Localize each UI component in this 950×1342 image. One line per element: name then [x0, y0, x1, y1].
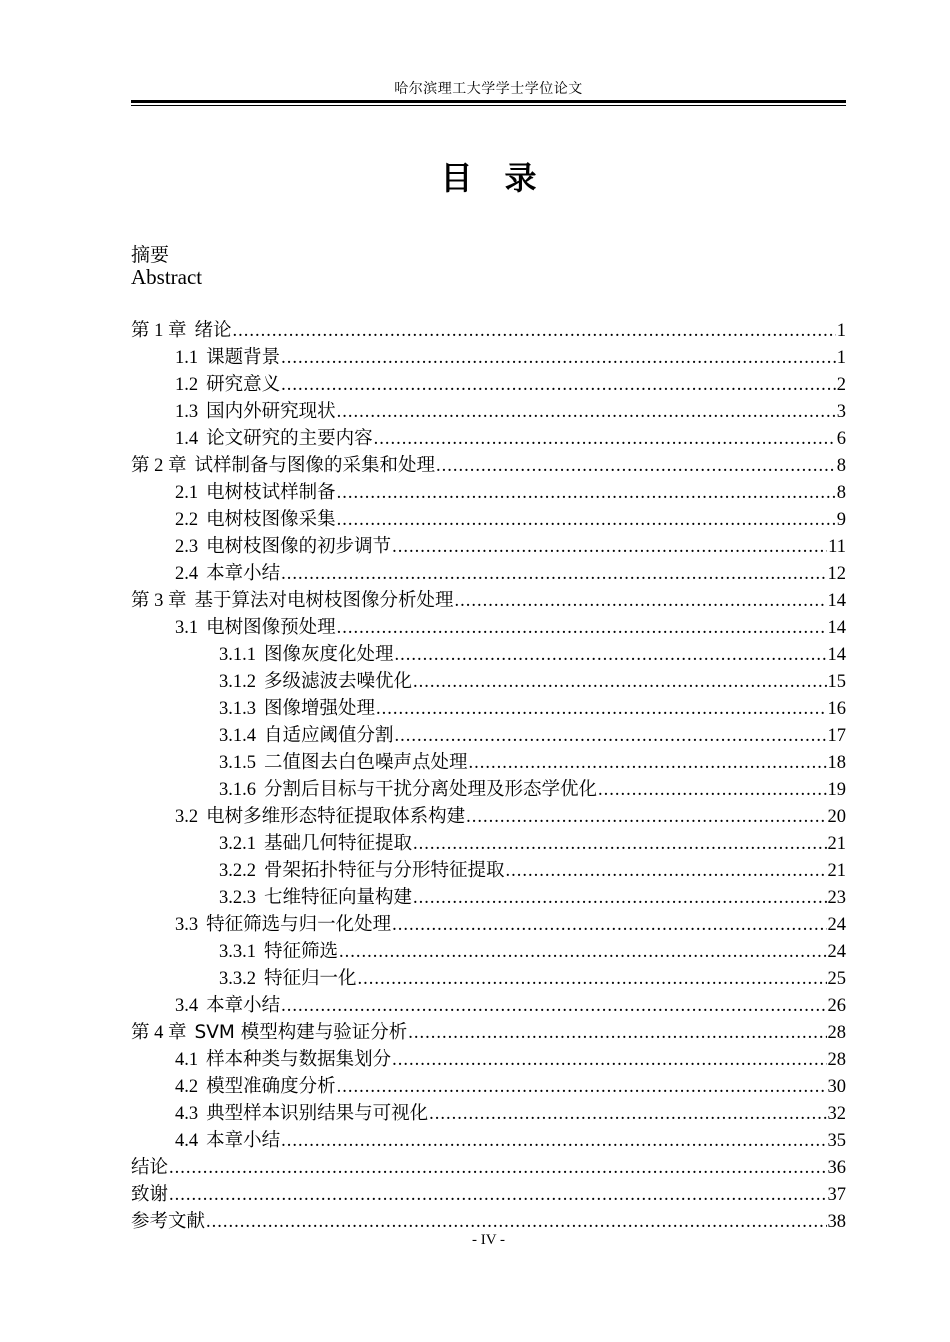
toc-dot-leader	[392, 912, 826, 939]
toc-dot-leader	[469, 750, 827, 777]
toc-dot-leader	[506, 858, 827, 885]
toc-dot-leader	[169, 1155, 826, 1182]
toc-dot-leader	[466, 804, 826, 831]
toc-entry[interactable]	[131, 1100, 846, 1127]
toc-entry-title: SVM 模型构建与验证分析	[194, 1022, 408, 1043]
toc-entry[interactable]	[131, 344, 846, 371]
toc-entry-number: 3.4	[175, 996, 199, 1016]
toc-entry-title: 本章小结	[206, 1130, 281, 1151]
toc-entry-page: 24	[827, 942, 846, 962]
toc-entry-page: 28	[827, 1023, 846, 1043]
toc-entry-title: 样本种类与数据集划分	[206, 1049, 392, 1070]
toc-dot-leader	[358, 966, 827, 993]
toc-dot-leader	[408, 1020, 826, 1047]
toc-entry[interactable]	[131, 1127, 846, 1154]
toc-entry-page: 24	[827, 915, 846, 935]
toc-entry-number: 3.3.1	[219, 942, 256, 962]
toc-entry[interactable]	[131, 452, 846, 479]
toc-entry-number: 3.1.5	[219, 753, 256, 773]
toc-entry-title: 七维特征向量构建	[264, 887, 413, 908]
toc-entry-page: 3	[836, 402, 846, 422]
toc-entry-page: 37	[827, 1185, 846, 1205]
toc-entry-title: 二值图去白色噪声点处理	[264, 752, 468, 773]
toc-entry-number: 3.1.1	[219, 645, 256, 665]
toc-dot-leader	[337, 480, 836, 507]
toc-entry-number: 3.1.4	[219, 726, 256, 746]
toc-dot-leader	[337, 507, 836, 534]
toc-entry-title: 参考文献	[131, 1211, 206, 1232]
toc-entry-page: 12	[827, 564, 846, 584]
toc-entry[interactable]	[131, 884, 846, 911]
toc-entry[interactable]	[131, 803, 846, 830]
toc-entry-page: 14	[827, 591, 846, 611]
toc-entry[interactable]	[131, 911, 846, 938]
toc-dot-leader	[281, 561, 826, 588]
toc-entry[interactable]	[131, 1181, 846, 1208]
toc-entry-number: 3.3.2	[219, 969, 256, 989]
toc-abstract-cn: 摘要	[131, 244, 170, 266]
toc-entry-number: 3.1.3	[219, 699, 256, 719]
toc-entry-page: 14	[827, 618, 846, 638]
running-header: 哈尔滨理工大学学士学位论文	[394, 81, 583, 97]
toc-entry-page: 36	[827, 1158, 846, 1178]
toc-entry-title: 国内外研究现状	[206, 401, 336, 422]
toc-entry-page: 1	[836, 348, 846, 368]
toc-entry-page: 21	[827, 861, 846, 881]
toc-entry-title: 基础几何特征提取	[264, 833, 413, 854]
toc-dot-leader	[436, 453, 836, 480]
toc-dot-leader	[429, 1101, 826, 1128]
toc-entry[interactable]	[131, 695, 846, 722]
header-rule-thick	[131, 100, 846, 103]
toc-entry[interactable]	[131, 830, 846, 857]
toc-entry-number: 第 2 章	[131, 456, 187, 476]
toc-entry-title: 骨架拓扑特征与分形特征提取	[264, 860, 505, 881]
toc-entry[interactable]	[131, 533, 846, 560]
toc-entry-number: 第 1 章	[131, 321, 187, 341]
toc-entry-number: 2.2	[175, 510, 199, 530]
toc-dot-leader	[413, 831, 826, 858]
toc-entry-number: 3.2.3	[219, 888, 256, 908]
toc-entry-number: 第 3 章	[131, 591, 187, 611]
toc-entry-number: 3.2.1	[219, 834, 256, 854]
toc-entry[interactable]	[131, 398, 846, 425]
toc-dot-leader	[337, 615, 827, 642]
toc-entry-title: 分割后目标与干扰分离处理及形态学优化	[264, 779, 598, 800]
toc-dot-leader	[413, 885, 826, 912]
toc-dot-leader	[281, 993, 826, 1020]
toc-entry-number: 2.4	[175, 564, 199, 584]
toc-entry[interactable]	[131, 1154, 846, 1181]
toc-entry-title: 电树枝图像采集	[206, 509, 336, 530]
toc-dot-leader	[281, 1128, 826, 1155]
toc-dot-leader	[374, 426, 836, 453]
toc-entry[interactable]	[131, 857, 846, 884]
toc-entry[interactable]	[131, 992, 846, 1019]
toc-entry-title: 电树图像预处理	[206, 617, 336, 638]
toc-entry-number: 3.3	[175, 915, 199, 935]
toc-entry-page: 18	[827, 753, 846, 773]
toc-entry-number: 1.2	[175, 375, 199, 395]
toc-entry-title: 本章小结	[206, 563, 281, 584]
toc-dot-leader	[337, 1074, 827, 1101]
toc-entry[interactable]	[131, 1073, 846, 1100]
toc-dot-leader	[455, 588, 827, 615]
toc-entry-page: 25	[827, 969, 846, 989]
toc-entry-page: 14	[827, 645, 846, 665]
toc-entry-title: 研究意义	[206, 374, 281, 395]
toc-entry[interactable]	[131, 641, 846, 668]
toc-entry-number: 4.1	[175, 1050, 199, 1070]
toc-entry[interactable]	[131, 479, 846, 506]
toc-entry[interactable]	[131, 371, 846, 398]
toc-entry-page: 15	[827, 672, 846, 692]
toc-entry-page: 26	[827, 996, 846, 1016]
toc-entry[interactable]	[131, 722, 846, 749]
toc-entry-title: 结论	[131, 1157, 169, 1178]
toc-entry-title: 图像灰度化处理	[264, 644, 394, 665]
toc-dot-leader	[233, 318, 836, 345]
toc-entry[interactable]	[131, 965, 846, 992]
toc-abstract-en: Abstract	[131, 265, 203, 289]
toc-entry-title: 特征筛选	[264, 941, 339, 962]
toc-entry-number: 4.3	[175, 1104, 199, 1124]
toc-entry[interactable]	[131, 1019, 846, 1046]
toc-entry-number: 4.2	[175, 1077, 199, 1097]
table-of-contents	[131, 317, 846, 1235]
toc-entry-number: 1.3	[175, 402, 199, 422]
toc-entry-title: 电树多维形态特征提取体系构建	[206, 806, 466, 827]
toc-entry-title: 电树枝图像的初步调节	[206, 536, 392, 557]
toc-entry[interactable]	[131, 749, 846, 776]
toc-entry-number: 1.4	[175, 429, 199, 449]
toc-entry-page: 1	[836, 321, 846, 341]
toc-entry-page: 9	[836, 510, 846, 530]
toc-entry-title: 致谢	[131, 1184, 169, 1205]
toc-dot-leader	[392, 534, 827, 561]
toc-entry-title: 图像增强处理	[264, 698, 376, 719]
toc-entry-title: 绪论	[194, 320, 232, 341]
toc-entry-title: 特征归一化	[264, 968, 357, 989]
toc-dot-leader	[169, 1182, 826, 1209]
toc-dot-leader	[395, 723, 827, 750]
toc-entry[interactable]	[131, 560, 846, 587]
toc-entry-title: 论文研究的主要内容	[206, 428, 373, 449]
toc-entry[interactable]	[131, 938, 846, 965]
toc-dot-leader	[281, 372, 836, 399]
toc-dot-leader	[339, 939, 826, 966]
toc-entry-title: 课题背景	[206, 347, 281, 368]
page-title: 目 录	[440, 159, 537, 197]
toc-entry-page: 17	[827, 726, 846, 746]
toc-entry-page: 8	[836, 483, 846, 503]
toc-entry-number: 2.3	[175, 537, 199, 557]
toc-entry-page: 32	[827, 1104, 846, 1124]
toc-entry-title: 特征筛选与归一化处理	[206, 914, 392, 935]
toc-entry[interactable]	[131, 668, 846, 695]
toc-entry-title: 多级滤波去噪优化	[264, 671, 413, 692]
toc-dot-leader	[281, 345, 836, 372]
toc-entry-title: 本章小结	[206, 995, 281, 1016]
toc-entry-number: 3.1.6	[219, 780, 256, 800]
toc-entry-page: 38	[827, 1212, 846, 1232]
toc-entry-page: 30	[827, 1077, 846, 1097]
toc-entry[interactable]	[131, 587, 846, 614]
toc-entry-title: 基于算法对电树枝图像分析处理	[194, 590, 454, 611]
toc-entry[interactable]	[131, 614, 846, 641]
toc-entry-title: 模型准确度分析	[206, 1076, 336, 1097]
toc-entry-title: 典型样本识别结果与可视化	[206, 1103, 429, 1124]
toc-entry-title: 试样制备与图像的采集和处理	[194, 455, 436, 476]
toc-entry-page: 35	[827, 1131, 846, 1151]
toc-entry-number: 3.1.2	[219, 672, 256, 692]
toc-entry[interactable]	[131, 425, 846, 452]
toc-dot-leader	[413, 669, 826, 696]
toc-entry-number: 3.1	[175, 618, 199, 638]
toc-entry-number: 4.4	[175, 1131, 199, 1151]
toc-entry-page: 19	[827, 780, 846, 800]
toc-entry-page: 11	[828, 537, 846, 557]
toc-entry-page: 6	[836, 429, 846, 449]
toc-dot-leader	[392, 1047, 826, 1074]
page-number-footer: - IV -	[471, 1232, 506, 1248]
toc-entry-number: 3.2.2	[219, 861, 256, 881]
toc-entry[interactable]	[131, 1046, 846, 1073]
toc-entry-number: 第 4 章	[131, 1023, 187, 1043]
toc-dot-leader	[376, 696, 826, 723]
toc-entry-number: 2.1	[175, 483, 199, 503]
toc-entry-page: 8	[836, 456, 846, 476]
toc-entry[interactable]	[131, 317, 846, 344]
toc-entry-page: 21	[827, 834, 846, 854]
toc-entry-title: 自适应阈值分割	[264, 725, 394, 746]
toc-entry-page: 20	[827, 807, 846, 827]
toc-dot-leader	[598, 777, 826, 804]
toc-entry-page: 16	[827, 699, 846, 719]
toc-entry-page: 23	[827, 888, 846, 908]
toc-entry-title: 电树枝试样制备	[206, 482, 336, 503]
toc-entry-page: 2	[836, 375, 846, 395]
toc-dot-leader	[337, 399, 836, 426]
toc-entry-page: 28	[827, 1050, 846, 1070]
toc-entry[interactable]	[131, 1208, 846, 1235]
header-rule-thin	[131, 105, 846, 106]
toc-entry-number: 1.1	[175, 348, 199, 368]
toc-entry-number: 3.2	[175, 807, 199, 827]
toc-entry[interactable]	[131, 776, 846, 803]
toc-entry[interactable]	[131, 506, 846, 533]
toc-dot-leader	[395, 642, 827, 669]
